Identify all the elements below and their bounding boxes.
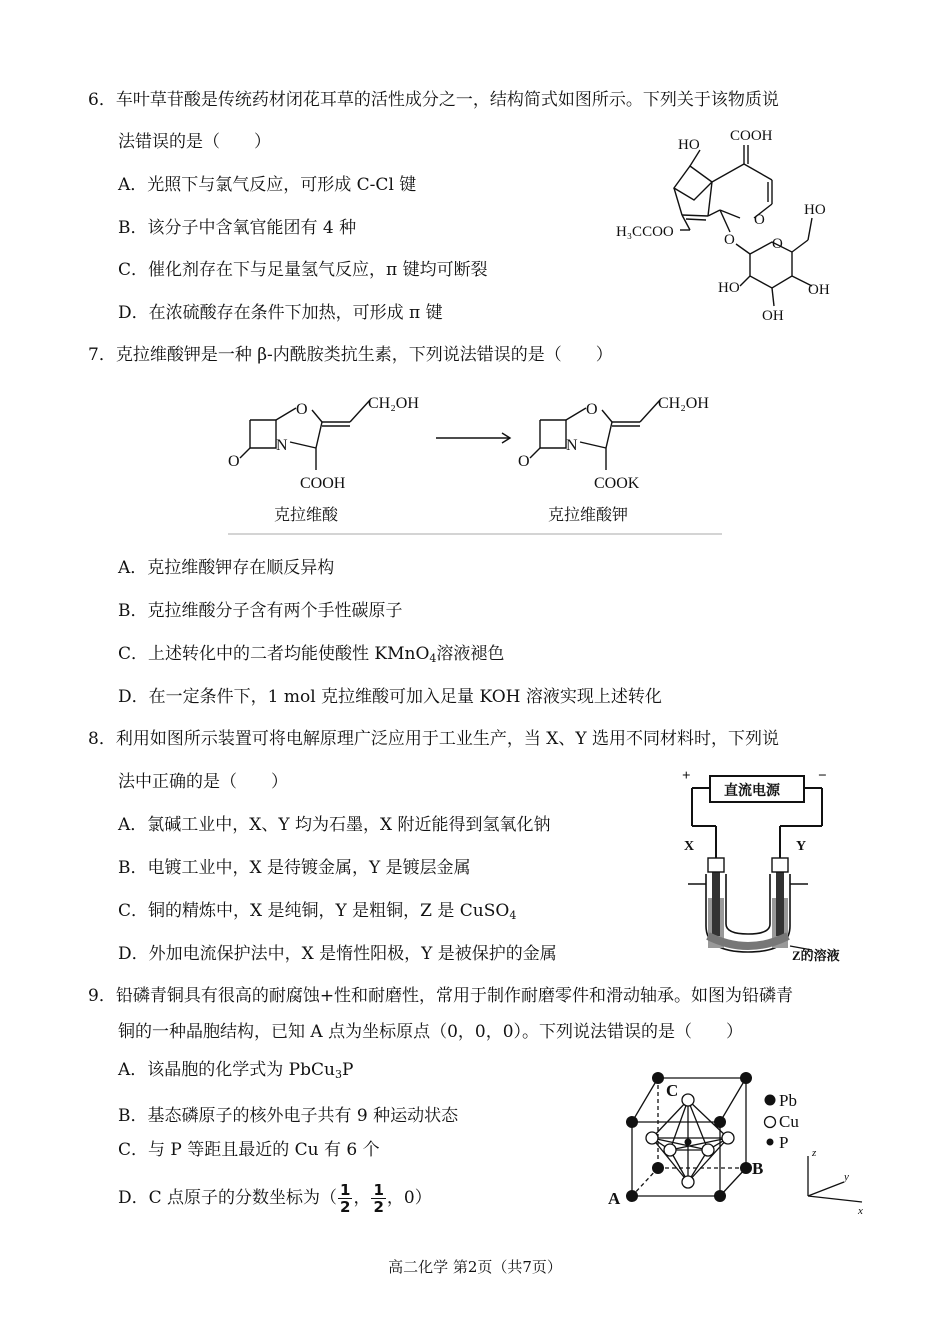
q9-axis-x: x (858, 1205, 863, 1217)
q6-structure-figure (612, 120, 872, 330)
q6-oh-right: OH (808, 282, 830, 298)
q6-stem-line2: 法错误的是（ ） (118, 132, 271, 152)
q8-stem-line1: 8．利用如图所示装置可将电解原理广泛应用于工业生产，当 X、Y 选用不同材料时，下列说 (88, 729, 779, 749)
q7-option-a: A．克拉维酸钾存在顺反异构 (118, 558, 335, 578)
q7-option-d: D．在一定条件下，1 mol 克拉维酸可加入足量 KOH 溶液实现上述转化 (118, 687, 662, 707)
q7-o-carbonyl-right: O (518, 453, 530, 470)
q8-x-label: X (684, 839, 695, 854)
q8-power-label: 直流电源 (724, 784, 780, 799)
q6-acetate-label: H₃CCOO (616, 224, 674, 240)
q6-option-d: D．在浓硫酸存在条件下加热，可形成 π 键 (118, 303, 443, 323)
q8-option-a: A．氯碱工业中，X、Y 均为石墨，X 附近能得到氢氧化钠 (118, 815, 551, 835)
q9-option-c: C．与 P 等距且最近的 Cu 有 6 个 (118, 1140, 380, 1160)
q8-minus: − (818, 768, 827, 784)
q9-option-b: B．基态磷原子的核外电子共有 9 种运动状态 (118, 1106, 459, 1126)
q8-electrolysis-figure (672, 766, 852, 966)
q8-option-d: D．外加电流保护法中，X 是惰性阳极，Y 是被保护的金属 (118, 944, 557, 964)
q7-option-b: B．克拉维酸分子含有两个手性碳原子 (118, 601, 403, 621)
fraction-half-2: $\frac{1}{2}$ (373, 1181, 384, 1216)
q7-ch2oh-left: CH₂OH (368, 395, 419, 412)
q9-legend-pb: Pb (779, 1091, 797, 1110)
q7-o-ring-left: O (296, 401, 308, 418)
q7-reaction-figure (220, 382, 730, 542)
q7-stem: 7．克拉维酸钾是一种 β-内酰胺类抗生素，下列说法错误的是（ ） (88, 345, 613, 365)
q7-n-right: N (566, 437, 578, 454)
q9-axis-y: y (844, 1171, 849, 1183)
q6-option-c: C．催化剂存在下与足量氢气反应，π 键均可断裂 (118, 260, 488, 280)
q9-label-a: A (608, 1189, 621, 1208)
q9-label-c: C (666, 1081, 679, 1100)
q9-legend-cu: Cu (779, 1112, 799, 1131)
q7-label-left: 克拉维酸 (274, 507, 339, 524)
q6-cooh-label: COOH (730, 128, 773, 144)
q7-o-carbonyl-left: O (228, 453, 240, 470)
q6-o-ring2: O (772, 236, 783, 252)
q8-option-b: B．电镀工业中，X 是待镀金属，Y 是镀层金属 (118, 858, 471, 878)
fraction-half-1: $\frac{1}{2}$ (340, 1181, 351, 1216)
q7-cook-right: COOK (594, 475, 640, 492)
q7-cooh-left: COOH (300, 475, 346, 492)
q7-ch2oh-right: CH₂OH (658, 395, 709, 412)
q6-ho-right: HO (804, 202, 826, 218)
q8-stem-line2: 法中正确的是（ ） (118, 772, 288, 792)
q6-ho-top: HO (678, 137, 700, 153)
q7-option-c: C．上述转化中的二者均能使酸性 KMnO$_4$溶液褪色 (118, 644, 505, 665)
q9-option-d: D．C 点原子的分数坐标为（ $\frac{1}{2}$ ， $\frac{1}{2}$ ，0） (118, 1181, 432, 1216)
page-footer: 高二化学 第2页（共7页） (388, 1258, 562, 1276)
q9-crystal-figure (604, 1064, 880, 1218)
q7-label-right: 克拉维酸钾 (548, 507, 629, 524)
q9-stem-line2: 铜的一种晶胞结构，已知 A 点为坐标原点（0，0，0）。下列说法错误的是（ ） (118, 1022, 744, 1042)
q9-axis-z: z (812, 1147, 817, 1159)
q6-o-link: O (724, 232, 735, 248)
q8-option-c: C．铜的精炼中，X 是纯铜，Y 是粗铜，Z 是 CuSO$_4$ (118, 901, 517, 922)
q6-o-ring1: O (754, 212, 765, 228)
q6-option-b: B．该分子中含氧官能团有 4 种 (118, 218, 357, 238)
q8-plus: + (682, 768, 691, 784)
q6-option-a: A．光照下与氯气反应，可形成 C-Cl 键 (118, 175, 417, 195)
q9-option-a: A．该晶胞的化学式为 PbCu$_3$P (118, 1060, 354, 1081)
q8-solution-label: Z的溶液 (792, 948, 840, 963)
q7-o-ring-right: O (586, 401, 598, 418)
q9-label-b: B (752, 1159, 764, 1178)
q9-stem-line1: 9．铅磷青铜具有很高的耐腐蚀+性和耐磨性，常用于制作耐磨零件和滑动轴承。如图为铅磷青 (88, 986, 794, 1006)
q6-oh-bottom: OH (762, 308, 784, 324)
q7-n-left: N (276, 437, 288, 454)
q8-y-label: Y (796, 839, 807, 854)
q9-legend-p: P (779, 1133, 789, 1152)
q6-ho-left: HO (718, 280, 740, 296)
q6-stem-line1: 6．车叶草苷酸是传统药材闭花耳草的活性成分之一，结构简式如图所示。下列关于该物质说 (88, 90, 779, 110)
